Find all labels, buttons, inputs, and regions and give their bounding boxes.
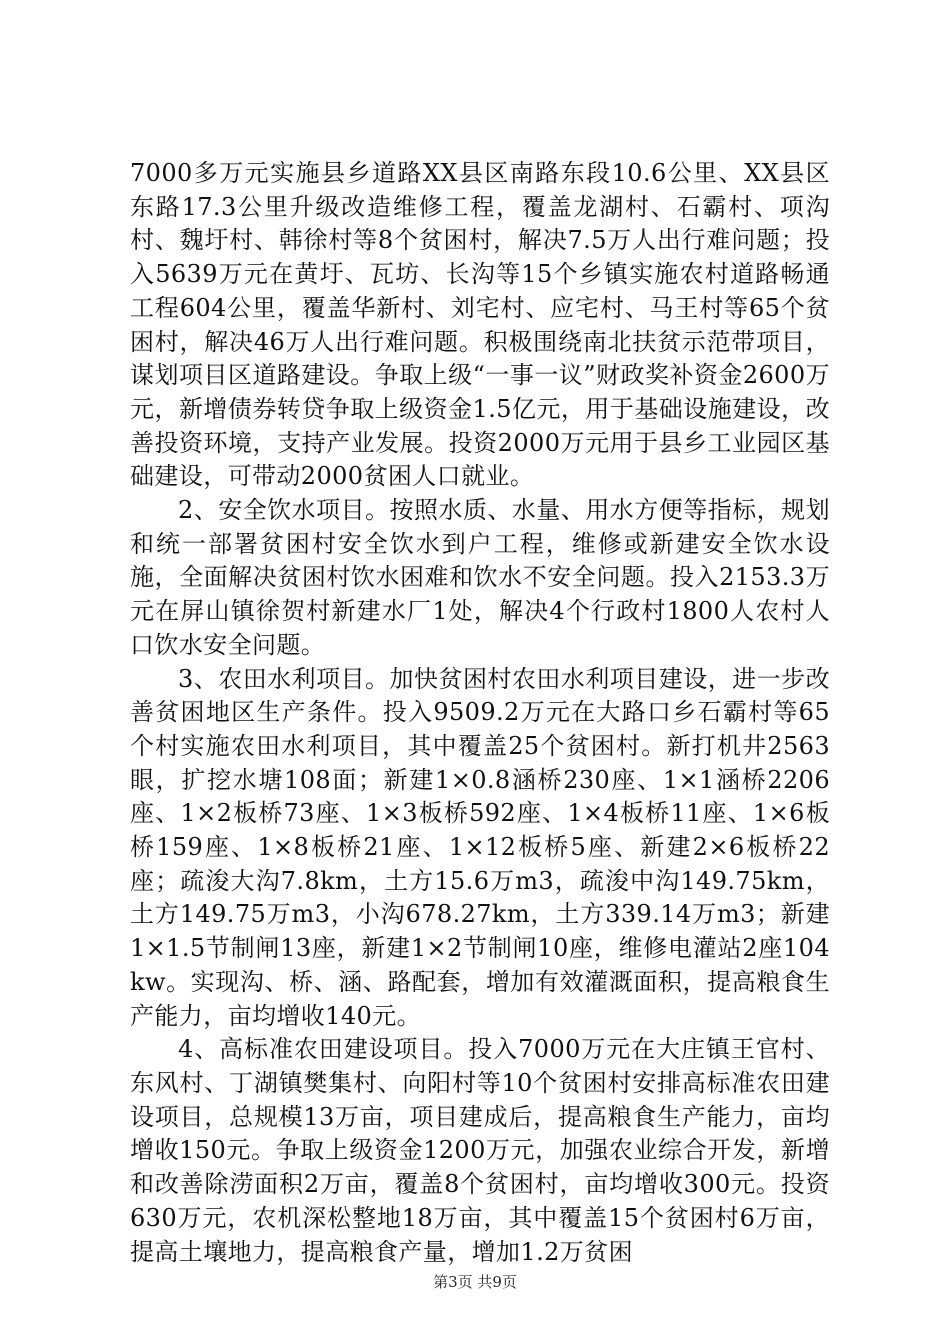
paragraph-road-projects: 7000多万元实施县乡道路XX县区南路东段10.6公里、XX县区东路17.3公里升级改造维修工程，覆盖龙湖村、石霸村、项沟村、魏圩村、韩徐村等8个贫困村，解决7.5万人出行难问题；投入5639万元在黄圩、瓦坊、长沟等15个乡镇实施农村道路畅通工程604公里，覆盖华新村、刘宅村、应宅村、马王村等65个贫困村，解决46万人出行难问题。积极围绕南北扶贫示范带项目，谋划项目区道路建设。争取上级“一事一议”财政奖补资金2600万元，新增债券转贷争取上级资金1.5亿元，用于基础设施建设，改善投资环境，支持产业发展。投资2000万元用于县乡工业园区基础建设，可带动2000贫困人口就业。 <box>130 159 830 491</box>
paragraph-high-standard-farmland: 4、高标准农田建设项目。投入7000万元在大庄镇王官村、东风村、丁湖镇樊集村、向阳村等10个贫困村安排高标准农田建设项目，总规模13万亩，项目建成后，提高粮食生产能力，亩均增收150元。争取上级资金1200万元，加强农业综合开发，新增和改善除涝面积2万亩，覆盖8个贫困村，亩均增收300元。投资630万元，农机深松整地18万亩，其中覆盖15个贫困村6万亩，提高土壤地力，提高粮食产量，增加1.2万贫困 <box>130 1035 830 1266</box>
page-number-footer: 第3页 共9页 <box>433 1273 517 1291</box>
paragraph-drinking-water: 2、安全饮水项目。按照水质、水量、用水方便等指标，规划和统一部署贫困村安全饮水到户工程，维修或新建安全饮水设施，全面解决贫困村饮水困难和饮水不安全问题。投入2153.3万元在屏山镇徐贺村新建水厂1处，解决4个行政村1800人农村人口饮水安全问题。 <box>130 496 830 659</box>
document-body <box>130 157 830 1269</box>
paragraph-farmland-irrigation: 3、农田水利项目。加快贫困村农田水利项目建设，进一步改善贫困地区生产条件。投入9509.2万元在大路口乡石霸村等65个村实施农田水利项目，其中覆盖25个贫困村。新打机井2563眼，扩挖水塘108面；新建1×0.8涵桥230座、1×1涵桥2206座、1×2板桥73座、1×3板桥592座、1×4板桥11座、1×6板桥159座、1×8板桥21座、1×12板桥5座、新建2×6板桥22座；疏浚大沟7.8km，土方15.6万m3，疏浚中沟149.75km，土方149.75万m3，小沟678.27km，土方339.14万m3；新建1×1.5节制闸13座，新建1×2节制闸10座，维修电灌站2座104kw。实现沟、桥、涵、路配套，增加有效灌溉面积，提高粮食生产能力，亩均增收140元。 <box>130 664 830 1030</box>
